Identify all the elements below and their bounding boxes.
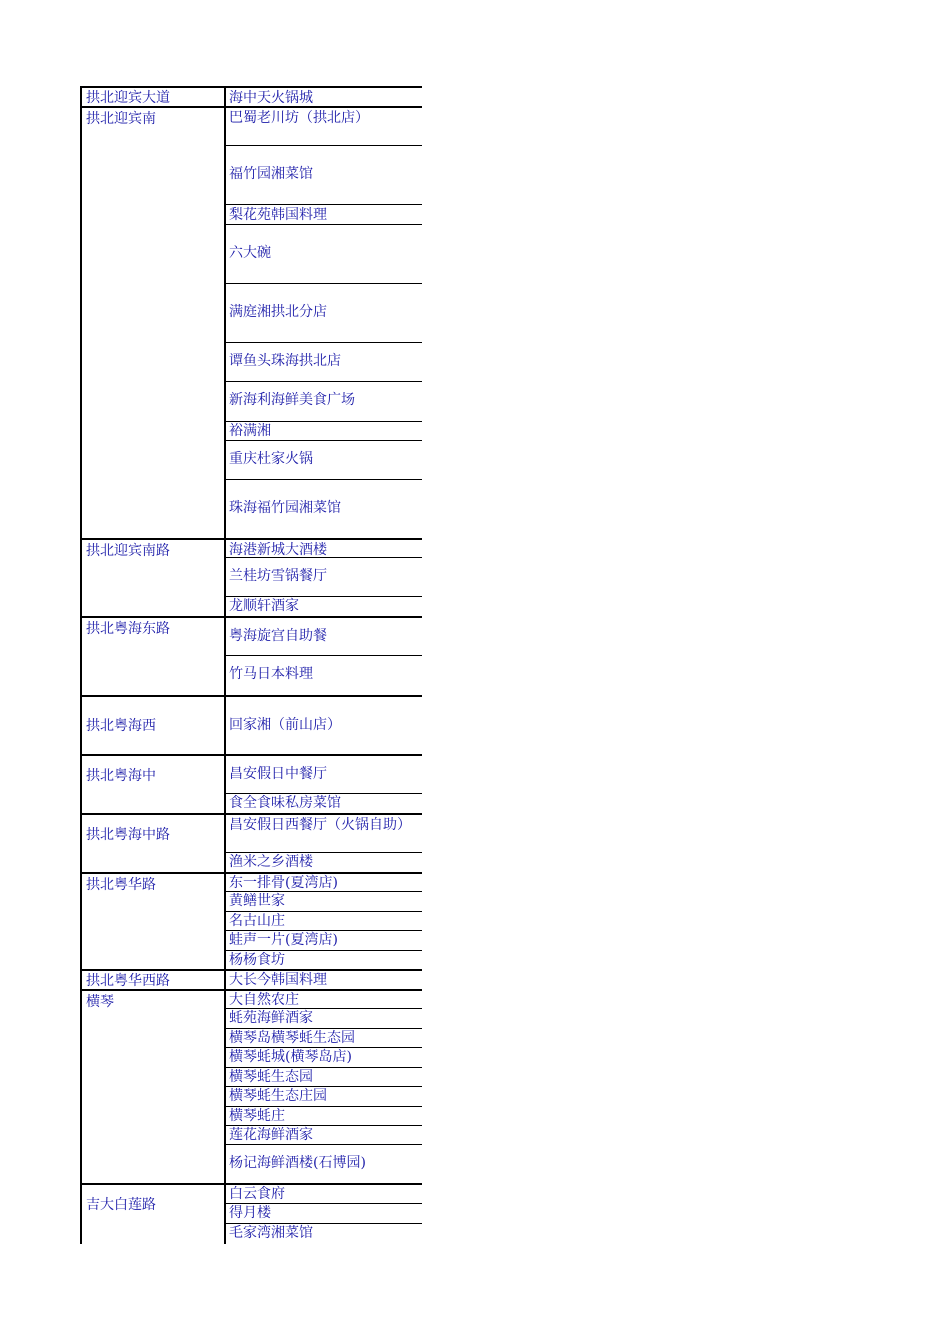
table-row: [226, 793, 422, 813]
restaurant-name: 巴蜀老川坊（拱北店）: [229, 110, 369, 126]
table-row: [226, 224, 422, 283]
table-row: [226, 1106, 422, 1125]
restaurant-name: 横琴蚝城(横琴岛店): [229, 1049, 352, 1065]
road-cell: [82, 813, 224, 872]
table-row: [226, 1223, 422, 1243]
table-row: [226, 1047, 422, 1067]
restaurant-name: 横琴蚝庄: [229, 1108, 285, 1124]
road-name: 拱北粤海东路: [86, 621, 170, 637]
restaurant-name: 竹马日本料理: [229, 666, 313, 682]
table-row: [226, 1203, 422, 1223]
table-row: [226, 538, 422, 557]
restaurant-name: 梨花苑韩国料理: [229, 207, 327, 223]
restaurant-name: 横琴蚝生态庄园: [229, 1088, 327, 1104]
table-row: [226, 421, 422, 440]
restaurant-name: 海港新城大酒楼: [229, 542, 327, 558]
restaurant-name: 昌安假日中餐厅: [229, 766, 327, 782]
restaurant-name: 粤海旋宫自助餐: [229, 628, 327, 644]
table-row: [226, 1086, 422, 1106]
road-name: 横琴: [86, 994, 114, 1010]
restaurant-name: 横琴蚝生态园: [229, 1069, 313, 1085]
restaurant-name: 黄鳝世家: [229, 893, 285, 909]
road-name: 拱北粤华西路: [86, 973, 170, 989]
road-name: 吉大白莲路: [86, 1197, 156, 1213]
table-row: [226, 891, 422, 911]
restaurant-name: 食全食味私房菜馆: [229, 795, 341, 811]
road-name: 拱北迎宾大道: [86, 90, 170, 106]
table-row: [226, 1183, 422, 1203]
restaurant-name: 大自然农庄: [229, 992, 299, 1008]
restaurant-name: 毛家湾湘菜馆: [229, 1225, 313, 1241]
road-cell: [82, 106, 224, 538]
restaurant-name: 蛙声一片(夏湾店): [229, 932, 338, 948]
table-row: [226, 852, 422, 872]
restaurant-name: 白云食府: [229, 1186, 285, 1202]
restaurant-name: 名古山庄: [229, 913, 285, 929]
road-name: 拱北粤海西: [86, 718, 156, 734]
restaurant-name: 满庭湘拱北分店: [229, 304, 327, 320]
table-row: [226, 950, 422, 969]
table-row: [226, 145, 422, 204]
restaurant-name: 杨杨食坊: [229, 952, 285, 968]
restaurant-name: 龙顺轩酒家: [229, 598, 299, 614]
road-cell: [82, 1183, 224, 1243]
road-cell: [82, 969, 224, 989]
restaurant-name: 兰桂坊雪锅餐厅: [229, 568, 327, 584]
road-cell: [82, 538, 224, 616]
road-name: 拱北粤海中路: [86, 827, 170, 843]
table-row: [226, 969, 422, 989]
table-row: [226, 989, 422, 1008]
table-row: [226, 342, 422, 381]
restaurant-name: 莲花海鲜酒家: [229, 1127, 313, 1143]
table-row: [226, 86, 422, 106]
restaurant-name: 蚝苑海鲜酒家: [229, 1010, 313, 1026]
restaurant-column: [226, 86, 422, 1244]
restaurant-name: 得月楼: [229, 1205, 271, 1221]
restaurant-name: 珠海福竹园湘菜馆: [229, 500, 341, 516]
road-cell: [82, 754, 224, 813]
restaurant-name: 裕满湘: [229, 423, 271, 439]
restaurant-name: 大长今韩国料理: [229, 972, 327, 988]
table-row: [226, 1008, 422, 1028]
table-row: [226, 1144, 422, 1183]
road-cell: [82, 695, 224, 754]
road-cell: [82, 989, 224, 1183]
restaurant-name: 回家湘（前山店）: [229, 717, 341, 733]
road-cell: [82, 872, 224, 969]
restaurant-name: 东一排骨(夏湾店): [229, 875, 338, 891]
table-row: [226, 655, 422, 695]
road-cell: [82, 86, 224, 106]
table-row: [226, 106, 422, 145]
restaurant-name: 昌安假日西餐厅（火锅自助）: [229, 817, 411, 833]
restaurant-name: 海中天火锅城: [229, 90, 313, 106]
table-row: [226, 1067, 422, 1086]
road-name: 拱北迎宾南路: [86, 543, 170, 559]
road-cell: [82, 616, 224, 695]
table-row: [226, 1125, 422, 1144]
restaurant-name: 福竹园湘菜馆: [229, 166, 313, 182]
table-row: [226, 204, 422, 224]
table-row: [226, 930, 422, 950]
restaurant-name: 六大碗: [229, 245, 271, 261]
table-row: [226, 596, 422, 616]
road-column: [80, 86, 226, 1244]
restaurant-name: 重庆杜家火锅: [229, 451, 313, 467]
table-row: [226, 695, 422, 754]
road-name: 拱北粤华路: [86, 877, 156, 893]
table-row: [226, 872, 422, 891]
table-row: [226, 479, 422, 538]
restaurant-table: [80, 86, 422, 1244]
table-row: [226, 754, 422, 793]
table-row: [226, 381, 422, 421]
road-name: 拱北迎宾南: [86, 111, 156, 127]
table-row: [226, 440, 422, 479]
table-row: [226, 1028, 422, 1047]
restaurant-name: 杨记海鲜酒楼(石博园): [229, 1155, 366, 1171]
table-row: [226, 283, 422, 342]
table-row: [226, 616, 422, 655]
road-name: 拱北粤海中: [86, 768, 156, 784]
restaurant-name: 谭鱼头珠海拱北店: [229, 353, 341, 369]
restaurant-name: 横琴岛横琴蚝生态园: [229, 1030, 355, 1046]
restaurant-name: 新海利海鲜美食广场: [229, 392, 355, 408]
table-row: [226, 557, 422, 596]
table-row: [226, 813, 422, 852]
restaurant-name: 渔米之乡酒楼: [229, 854, 313, 870]
table-row: [226, 911, 422, 930]
